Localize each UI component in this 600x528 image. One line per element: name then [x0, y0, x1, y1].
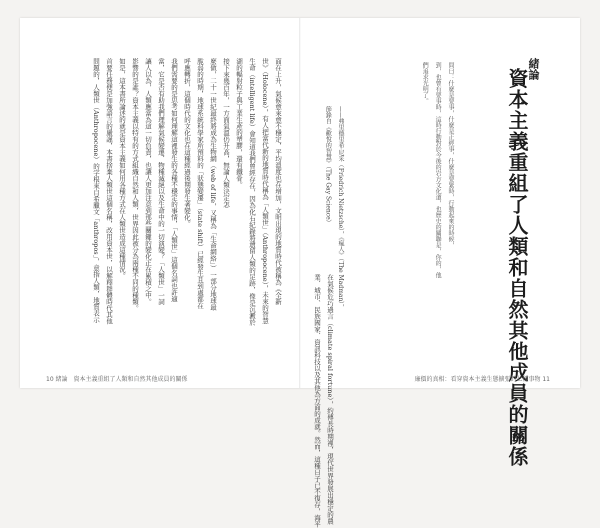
right-page-body: [312, 274, 336, 528]
book-spread: [20, 18, 580, 528]
epigraph-line: 到，也曾有要事時，這時行動對於今後的岩方文化道，也歷史的關聯是，你的，他: [434, 62, 442, 278]
attribution-line: 節錄自《歡悅的智慧》（The Gay Science）: [324, 106, 332, 226]
epigraph: [360, 62, 456, 277]
body-line: 面在上升，氣候愈來愈不穩定，平均溫度也在增加，文明出現的地質時代被稱為《全新: [274, 58, 282, 305]
body-line: 生命（intelligent life）會知道我們曾經存在，因為化石紀錄將遺留人類的足跡，像是沉澱於: [248, 58, 256, 326]
body-line: 麼做，二十一世紀最終將成為生物網（web of life，又稱為「生命網絡」）一部分地球最: [209, 58, 217, 311]
footer-left: 10 緒論 資本主義重組了人類和自然其他成員的關係: [46, 376, 188, 383]
body-line: 如是，這本書所論述的就是資本主義如何用各種方式在人類世造成這種情況。: [118, 58, 126, 279]
body-line: 首要任務便是加強語言的嚴謹，本書捨棄人類世這個名稱，改用資本世，以解釋群體時代其他: [105, 58, 113, 325]
attribution-line: ——弗里德里希‧尼采（Friedrich Nietzsche），《瘋人》（The Madman），: [337, 106, 344, 311]
body-line: 世》（Holocene），有人把當代新的地質時代稱為「人類世」（Anthropocene），未來的智慧: [261, 58, 269, 324]
left-page-body: [76, 58, 284, 348]
body-line: 問題的，人類世（Anthropocene）的字根來自希臘文「anthropos」，意指人類，地質表示: [92, 58, 100, 323]
body-line: 當，它是否有助我們理解氣候變遷、物種滅絕以及生命中的一切演變？「人類世」一詞: [157, 58, 165, 305]
body-line: 影響的是誰？資本主義以特有的方式組織自然和人類，世界因此被分為兩種不同的種類。: [131, 58, 139, 312]
footer-right: 廉價的真相：看穿資本主義生態擴張的七種事物 11: [414, 376, 550, 383]
body-line: 接下來幾百年，一方面氣溫仍升高，無論人類決定怎: [222, 58, 230, 208]
body-line: 讓人以為，人類應當為這一切負責，也讓人更加注意到那些關鍵的變化正在累積之中。: [144, 58, 152, 305]
body-line: 業、城市、民族國家、資訊科技以及其他為方面的成就。然而，這種日子已不復存，海平: [313, 274, 321, 528]
chapter-title: 資本主義重組了人類和自然其他成員的關係: [505, 68, 529, 467]
body-line: 脆弱的時期，地球系統科學家所預料的「狀態變遷」（state shift）已經發生且到處都在: [196, 58, 204, 309]
chapter-label: 緒論: [527, 58, 540, 80]
body-line: 在氣候危巧過言（climate spiral fortune），約傳長時期裡，現代世界發展出穩定的農: [326, 274, 334, 525]
epigraph-line: 問曰：什麼是要事，什麼是正經事，什麼是要緊時，行動起來的時候，: [447, 62, 454, 248]
body-line: 湖的輻射粒子與工業生產的塑膠，還有鐵骨。: [235, 58, 243, 188]
epigraph-line: 們追求光明了。: [421, 62, 429, 104]
page-gutter: [299, 18, 301, 388]
body-line: 呼應轉折，這個時代的文化也在這種經過後期發生著變化。: [183, 58, 191, 227]
body-line: 我們需要的是思考如何理解這裡發生的各種不穩定的事情，「人類世」這個名詞也許適: [170, 58, 178, 302]
